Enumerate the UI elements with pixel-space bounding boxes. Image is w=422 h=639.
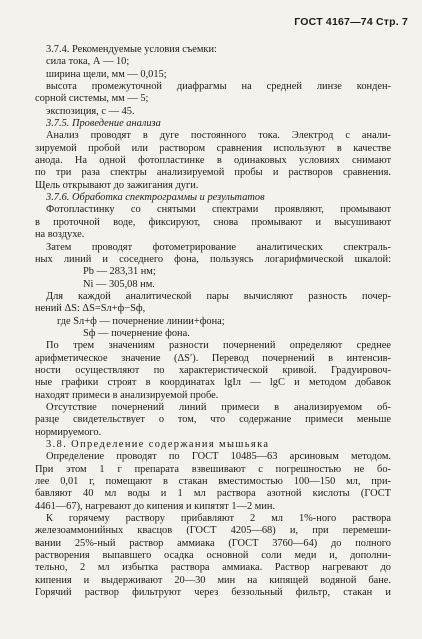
text-line: тельно, 2 мл избытка раствора аммиака. Раствор нагревают до bbox=[35, 562, 391, 574]
text-line: 3.7.5. Проведение анализа bbox=[46, 118, 161, 130]
text-line: 3.7.6. Обработка спектрограммы и результатов bbox=[46, 192, 265, 204]
text-line: При этом 1 г препарата взвешивают с погрешностью не бо- bbox=[35, 463, 391, 475]
text-line: растворения выпавшего осадка основной соли меди и, дополни- bbox=[35, 550, 391, 562]
text-line: Sф — почернение фона. bbox=[83, 327, 190, 339]
text-line: бавляют 40 мл воды и 1 мл раствора азотной кислоты (ГОСТ bbox=[35, 488, 391, 500]
text-line: железоаммонийных квасцов (ГОСТ 4205—68) и, при перемеши- bbox=[35, 525, 391, 537]
text-line: Горячий раствор фильтруют через беззольный фильтр, стакан и bbox=[35, 587, 391, 599]
text-line: по три раза спектры анализируемой пробы и растворов сравнения. bbox=[35, 167, 391, 179]
text-line: ных линий и соседнего фона, пользуясь логарифмической шкалой: bbox=[35, 253, 391, 265]
text-line: где Sл+ф — почернение линии+фона; bbox=[57, 315, 225, 327]
text-line: разце свидетельствует о том, что содержание примеси меньше bbox=[35, 414, 391, 426]
text-line: нормируемого. bbox=[35, 426, 102, 438]
text-line: Щель открывают до зажигания дуги. bbox=[35, 179, 199, 191]
text-line: Анализ проводят в дуге постоянного тока. Электрод с анали- bbox=[46, 130, 391, 142]
text-line: ности осуществляют по характеристической кривой. Градуировоч- bbox=[35, 364, 391, 376]
text-line: сила тока, А — 10; bbox=[46, 56, 130, 68]
text-line: Определение проводят по ГОСТ 10485—63 арсиновым методом. bbox=[46, 451, 391, 463]
text-line: ширина щели, мм — 0,015; bbox=[46, 68, 167, 80]
text-line: 3.7.4. Рекомендуемые условия съемки: bbox=[46, 44, 217, 55]
text-line: 4461—67), нагревают до кипения и кипятят 1—2 мин. bbox=[35, 500, 276, 512]
text-line: в проточной воде, фиксируют, снова промывают и высушивают bbox=[35, 216, 391, 228]
document-body bbox=[35, 44, 391, 599]
text-line: арифметическое значение (ΔS′). Перевод почернений в интенсив- bbox=[35, 352, 391, 364]
text-line: анода. На одной фотопластинке в одинаковых условиях снимают bbox=[35, 155, 391, 167]
text-line: Для каждой аналитической пары вычисляют разность почер- bbox=[46, 290, 391, 302]
text-line: Отсутствие почернений линий примеси в анализируемом об- bbox=[46, 401, 391, 413]
text-line: высота промежуточной диафрагмы на средней линзе конден- bbox=[46, 81, 391, 93]
text-line: К горячему раствору прибавляют 2 мл 1%-ного раствора bbox=[46, 513, 391, 525]
text-line: ные графики строят в координатах lgIл — lgC и методом добавок bbox=[35, 377, 391, 389]
text-line: экспозиция, с — 45. bbox=[46, 105, 135, 117]
text-line: По трем значениям разности почернений определяют среднее bbox=[46, 340, 391, 352]
text-line: лее 0,01 г, помещают в стакан вместимостью 100—150 мл, при- bbox=[35, 476, 391, 488]
text-line: нений ΔS: ΔS=Sл+ф−Sф, bbox=[35, 303, 146, 315]
text-line: Затем проводят фотометрирование аналитических спектраль- bbox=[46, 241, 391, 253]
text-line: зируемой пробой или раствором сравнения используют в качестве bbox=[35, 142, 391, 154]
text-line: сорной системы, мм — 5; bbox=[35, 93, 149, 105]
text-line: на воздухе. bbox=[35, 229, 85, 241]
page-header: ГОСТ 4167—74 Стр. 7 bbox=[294, 16, 408, 28]
text-line: 3.8. Определение содержания мышьяка bbox=[46, 439, 270, 450]
text-line: находят примеси в анализируемой пробе. bbox=[35, 389, 219, 401]
text-line: Pb — 283,31 нм; bbox=[83, 266, 156, 278]
text-line: кипения и выдерживают 20—30 мин на кипящей водяной бане. bbox=[35, 574, 391, 586]
text-line: Фотопластинку со снятыми спектрами проявляют, промывают bbox=[46, 204, 391, 216]
text-line: Ni — 305,08 нм. bbox=[83, 278, 155, 290]
text-line: вании 25%-ный раствор аммиака (ГОСТ 3760—64) до полного bbox=[35, 537, 391, 549]
